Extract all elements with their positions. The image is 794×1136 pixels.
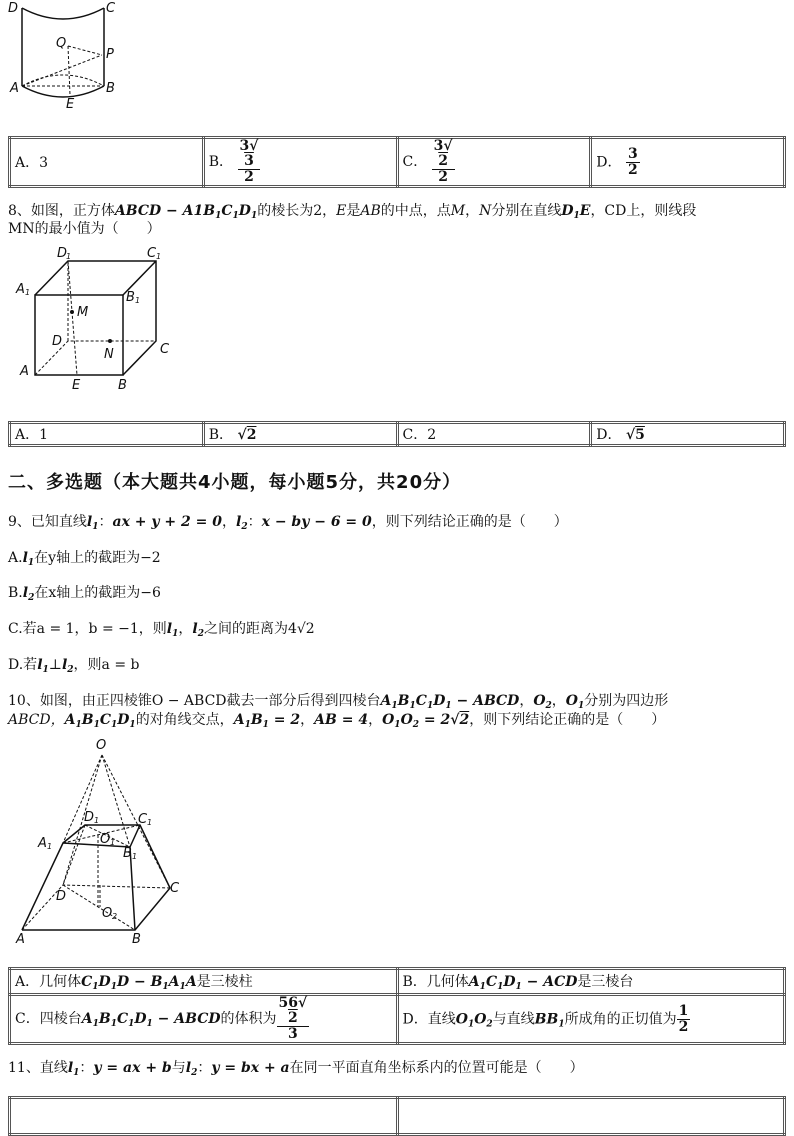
svg-text:E: E xyxy=(66,97,75,112)
q7-option-b: B． 3√ 3 2 xyxy=(203,138,397,187)
cube-figure xyxy=(10,243,180,393)
svg-text:C: C xyxy=(170,881,180,896)
svg-text:1: 1 xyxy=(25,288,31,297)
svg-text:N: N xyxy=(104,347,114,362)
svg-text:D: D xyxy=(57,246,68,261)
svg-text:C: C xyxy=(160,342,170,357)
q10-options-table xyxy=(8,967,786,1045)
q7-option-c: C． 3√ 2 2 xyxy=(397,138,591,187)
q7-options-table xyxy=(8,136,786,188)
q8-options-table xyxy=(8,421,786,447)
svg-text:M: M xyxy=(77,305,89,320)
q10-option-a: A．几何体$C_1D_1D - B_1A_1A$是三棱柱 xyxy=(10,969,398,995)
svg-text:1: 1 xyxy=(110,838,116,847)
svg-text:A: A xyxy=(20,364,29,379)
q11-option-cell xyxy=(397,1098,785,1135)
q10-option-c: C．四棱台$A_1B_1C_1D_1$ − ABCD的体积为 56√ 2 3 xyxy=(10,995,398,1044)
svg-text:1: 1 xyxy=(147,818,153,827)
section-heading: 二、多选题（本大题共4小题，每小题5分，共20分） xyxy=(8,472,462,493)
svg-text:B: B xyxy=(123,846,132,861)
svg-text:D: D xyxy=(8,1,19,16)
q9-stem: 9、已知直线$l_1$：ax + y + 2 = 0，$l_2$：x − by − 6 = 0，则下列结论正确的是（ ） xyxy=(8,514,568,532)
q9-option-a: $A.l_1$在y轴上的截距为−2 xyxy=(8,550,161,568)
svg-text:A: A xyxy=(16,282,25,297)
q9-option-d: D.若$l_1\perp l_2$，则a = b xyxy=(8,657,140,675)
svg-text:1: 1 xyxy=(94,816,100,825)
q8-stem-line2: MN的最小值为（ ） xyxy=(8,221,161,237)
frustum-figure xyxy=(10,735,200,950)
q10-option-d: D．直线$O_1O_2$与直线$BB_1$所成角的正切值为 $\frac{1}{2}$ xyxy=(397,995,785,1044)
q10-stem-line2: ABCD，$A_1B_1C_1D_1$的对角线交点，$A_1B_1 = 2$，AB = 4，$O_1O_2 = 2√2$，则下列结论正确的是（ ） xyxy=(8,712,666,730)
svg-text:1: 1 xyxy=(135,296,141,305)
svg-text:O: O xyxy=(100,832,111,847)
cylinder-figure xyxy=(6,0,136,115)
svg-text:O: O xyxy=(96,738,107,753)
q10-option-b: B．几何体$A_1C_1D_1$ − ACD是三棱台 xyxy=(397,969,785,995)
svg-text:A: A xyxy=(16,932,25,947)
q10-stem-line1: 10、如图，由正四棱锥O − ABCD截去一部分后得到四棱台$A_1B_1C_1D_1$ − ABCD，$O_2$，$O_1$分别为四边形 xyxy=(8,693,669,711)
q8-option-a: A．1 xyxy=(10,423,204,446)
svg-text:Q: Q xyxy=(56,36,67,51)
q8-stem-line1: 8、如图，正方体ABCD − $A1B_1C_1D_1$的棱长为2，E是AB的中点，点M，N分别在直线$D_1E$，CD上，则线段 xyxy=(8,203,697,221)
svg-text:1: 1 xyxy=(47,842,53,851)
svg-text:B: B xyxy=(126,290,135,305)
svg-text:C: C xyxy=(138,812,148,827)
svg-text:D: D xyxy=(52,334,63,349)
svg-text:B: B xyxy=(118,378,127,393)
svg-text:C: C xyxy=(147,246,157,261)
q11-options-table xyxy=(8,1096,786,1136)
q11-option-cell xyxy=(10,1098,398,1135)
q9-option-c: C.若a = 1，b = −1，则$l_1$，$l_2$之间的距离为4√2 xyxy=(8,621,315,639)
svg-text:A: A xyxy=(10,81,19,96)
svg-text:P: P xyxy=(106,47,114,62)
q8-option-c: C．2 xyxy=(397,423,591,446)
svg-text:O: O xyxy=(102,906,113,921)
svg-text:E: E xyxy=(72,378,81,393)
svg-text:2: 2 xyxy=(112,912,118,921)
svg-text:1: 1 xyxy=(132,852,138,861)
q8-option-d: D． √5 xyxy=(591,423,785,446)
q8-option-b: B． √2 xyxy=(203,423,397,446)
q11-stem: 11、直线$l_1$：y = ax + b与$l_2$：y = bx + a在同一平面直角坐标系内的位置可能是（ ） xyxy=(8,1060,584,1078)
svg-text:1: 1 xyxy=(66,252,72,261)
svg-text:B: B xyxy=(106,81,115,96)
svg-text:C: C xyxy=(106,1,116,16)
svg-text:D: D xyxy=(56,889,67,904)
svg-text:A: A xyxy=(38,836,47,851)
q7-option-a: A．3 xyxy=(10,138,204,187)
q7-option-d: D． $\frac{3}{2}$ xyxy=(591,138,785,187)
svg-text:D: D xyxy=(84,810,95,825)
svg-text:1: 1 xyxy=(156,252,162,261)
q9-option-b: $B.l_2$在x轴上的截距为−6 xyxy=(8,585,161,603)
svg-text:B: B xyxy=(132,932,141,947)
